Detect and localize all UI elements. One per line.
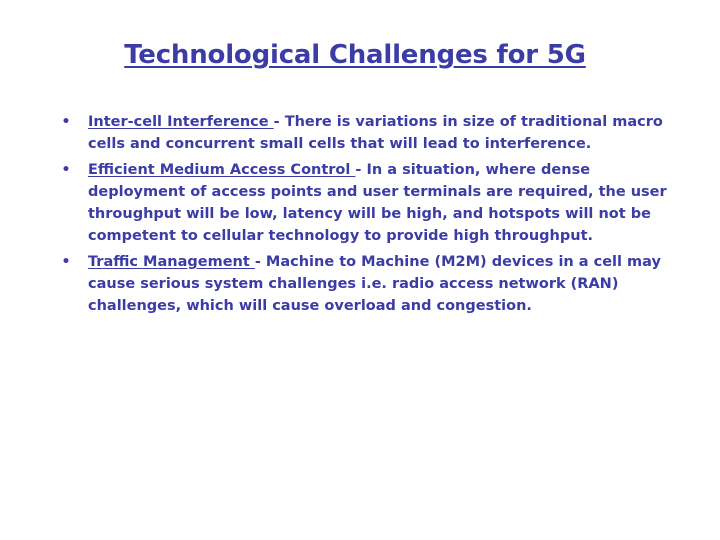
slide-title: Technological Challenges for 5G (124, 40, 586, 70)
bullet-text: - There is variations in size of traditional macro cells and concurrent small cells that will lead to interference. (88, 114, 663, 153)
bullet-item-efficient-mac (60, 159, 670, 248)
bullet-term: Traffic Management (88, 253, 255, 270)
bullet-term: Efficient Medium Access Control (88, 161, 356, 178)
bullet-icon: • (61, 161, 71, 178)
bullet-term: Inter-cell Interference (88, 114, 274, 130)
bullet-icon: • (61, 114, 71, 130)
bullet-item-traffic-management (60, 251, 670, 318)
bullet-text: - Machine to Machine (M2M) devices in a cell may cause serious system challenges i.e. radio access network (RAN) challenges, which will cause overload and congestion. (88, 253, 661, 315)
bullet-icon: • (61, 253, 71, 270)
bullet-text: - In a situation, where dense deployment of access points and user terminals are required, the user throughput will be low, latency will be high, and hotspots will not be competent to cellular technology to provide high throughput. (88, 161, 667, 245)
bullet-list (60, 111, 670, 321)
bullet-item-inter-cell-interference (60, 111, 670, 156)
